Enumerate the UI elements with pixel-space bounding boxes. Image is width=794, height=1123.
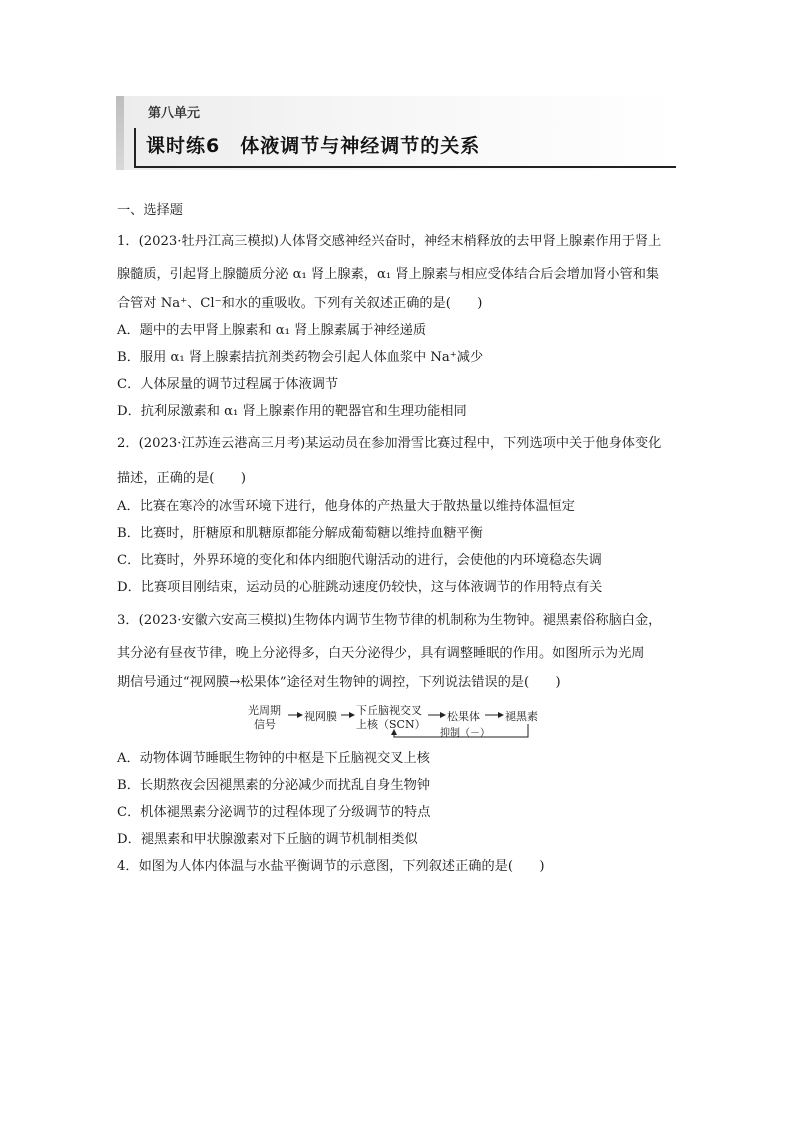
- node-retina: 视网膜: [304, 710, 337, 723]
- lesson-title: 体液调节与神经调节的关系: [240, 135, 481, 157]
- node-melatonin: 褪黑素: [505, 710, 538, 723]
- node-light-signal-line2: 信号: [254, 718, 276, 731]
- q2-option-a: A．比赛在寒冷的冰雪环境下进行，他身体的产热量大于散热量以维持体温恒定: [117, 499, 575, 514]
- lesson-number: 课时练6: [146, 135, 221, 157]
- header-divider-horizontal: [134, 166, 676, 168]
- q1-option-b: B．服用 α₁ 肾上腺素拮抗剂类药物会引起人体血浆中 Na⁺减少: [117, 350, 484, 365]
- page-title: [146, 131, 480, 158]
- q1-option-d: D．抗利尿激素和 α₁ 肾上腺素作用的靶器官和生理功能相同: [117, 404, 467, 419]
- node-scn-line1: 下丘脑视交叉: [356, 704, 422, 717]
- feedback-label: 抑制（－）: [440, 728, 490, 739]
- q3-option-c: C．机体褪黑素分泌调节的过程体现了分级调节的特点: [117, 805, 431, 820]
- header-divider-vertical: [134, 128, 136, 166]
- q1-stem-line1: 1．(2023·牡丹江高三模拟)人体肾交感神经兴奋时，神经末梢释放的去甲肾上腺素作用于肾上: [117, 234, 662, 249]
- q1-option-c: C．人体尿量的调节过程属于体液调节: [117, 377, 339, 392]
- q3-stem-line1: 3．(2023·安徽六安高三模拟)生物体内调节生物节律的机制称为生物钟。褪黑素俗称脑白金，: [117, 613, 662, 628]
- node-pineal-gland: 松果体: [447, 710, 480, 723]
- q2-stem-line2: 描述，正确的是( ): [117, 471, 246, 486]
- q1-stem-line3: 合管对 Na⁺、Cl⁻和水的重吸收。下列有关叙述正确的是( ): [117, 296, 483, 311]
- q1-option-a: A．题中的去甲肾上腺素和 α₁ 肾上腺素属于神经递质: [117, 323, 427, 338]
- header-accent-bar: [116, 96, 124, 170]
- q3-option-b: B．长期熬夜会因褪黑素的分泌减少而扰乱自身生物钟: [117, 778, 431, 793]
- q3-option-d: D．褪黑素和甲状腺激素对下丘脑的调节机制相类似: [117, 832, 418, 847]
- biological-clock-diagram: [244, 702, 544, 742]
- node-scn-line2: 上核（SCN）: [356, 718, 426, 731]
- q3-stem-line2: 其分泌有昼夜节律，晚上分泌得多，白天分泌得少，具有调整睡眠的作用。如图所示为光周: [117, 646, 645, 661]
- q1-stem-line2: 腺髓质，引起肾上腺髓质分泌 α₁ 肾上腺素，α₁ 肾上腺素与相应受体结合后会增加肾小管和集: [117, 267, 660, 282]
- q4-stem-line1: 4．如图为人体内体温与水盐平衡调节的示意图，下列叙述正确的是( ): [117, 859, 545, 874]
- unit-label: 第八单元: [148, 106, 201, 121]
- q2-option-d: D．比赛项目刚结束，运动员的心脏跳动速度仍较快，这与体液调节的作用特点有关: [117, 580, 603, 595]
- node-light-signal-line1: 光周期: [248, 704, 281, 717]
- q2-option-b: B．比赛时，肝糖原和肌糖原都能分解成葡萄糖以维持血糖平衡: [117, 526, 483, 541]
- section-heading: 一、选择题: [117, 203, 183, 218]
- q2-option-c: C．比赛时，外界环境的变化和体内细胞代谢活动的进行，会使他的内环境稳态失调: [117, 553, 602, 568]
- q3-option-a: A．动物体调节睡眠生物钟的中枢是下丘脑视交叉上核: [117, 751, 430, 766]
- q2-stem-line1: 2．(2023·江苏连云港高三月考)某运动员在参加滑雪比赛过程中，下列选项中关于他身体变化: [117, 436, 662, 451]
- q3-stem-line3: 期信号通过“视网膜→松果体”途径对生物钟的调控，下列说法错误的是( ): [117, 675, 561, 690]
